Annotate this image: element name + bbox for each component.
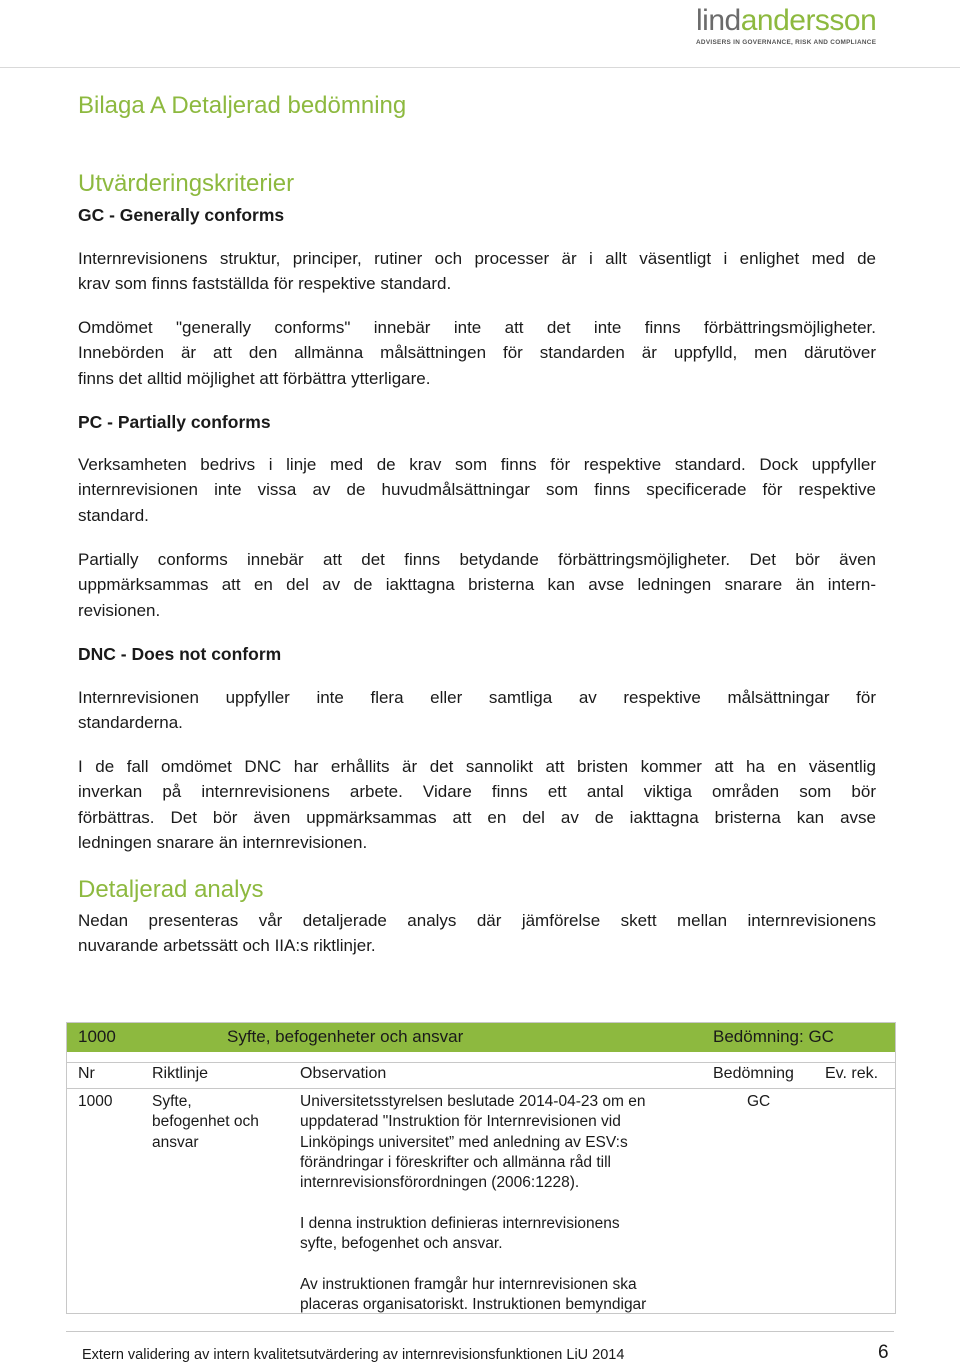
text-line: förbättras. Det bör även uppmärksammas att en del av de iakttagna bristerna kan avse	[78, 807, 876, 827]
text-line: befogenhet och	[152, 1113, 259, 1131]
text-line: Universitetsstyrelsen beslutade 2014-04-23 om en	[300, 1093, 646, 1110]
column-header-rating: Bedömning	[713, 1065, 794, 1082]
text-line: krav som finns fastställda för respektive standard.	[78, 274, 452, 294]
footer-divider	[66, 1331, 894, 1332]
text-line: ledningen snarare än internrevisionen.	[78, 832, 368, 852]
pc-heading: PC - Partially conforms	[78, 412, 271, 432]
text-line: Av instruktionen framgår hur internrevisionen ska	[300, 1275, 637, 1293]
blank-line	[300, 1254, 705, 1274]
section-heading-criteria: Utvärderingskriterier	[78, 170, 295, 197]
text-line: ansvar	[152, 1133, 199, 1151]
column-header-observation: Observation	[300, 1065, 387, 1082]
row-rating: GC	[747, 1093, 771, 1110]
text-line: inverkan på internrevisionens arbete. Vidare finns ett antal viktiga områden som bör	[78, 782, 876, 802]
dnc-paragraph-1	[78, 685, 876, 736]
text-line: nuvarande arbetssätt och IIA:s riktlinjer.	[78, 936, 376, 956]
dnc-heading: DNC - Does not conform	[78, 644, 282, 664]
text-line: Linköpings universitet” med anledning av ESV:s	[300, 1133, 628, 1151]
column-header-nr: Nr	[78, 1065, 95, 1082]
table-header-band	[67, 1023, 895, 1052]
text-line: Internrevisionens struktur, principer, rutiner och processer är i allt väsentligt i enlighet med de	[78, 249, 876, 268]
text-line: Omdömet "generally conforms" innebär inte att det inte finns förbättringsmöjligheter.	[78, 318, 876, 337]
header-divider	[0, 67, 960, 68]
row-observation	[300, 1092, 705, 1314]
column-header-recommendation: Ev. rek.	[825, 1065, 879, 1082]
text-line: uppdaterad "Instruktion för Internrevisionen vid	[300, 1113, 621, 1131]
text-line: uppmärksammas att en del av de iakttagna bristerna kan avse ledningen snarare än intern-	[78, 575, 876, 595]
dnc-paragraph-2	[78, 754, 876, 855]
text-line: Verksamheten bedrivs i linje med de krav som finns för respektive standard. Dock uppfyller	[78, 455, 876, 474]
logo-tagline: ADVISERS IN GOVERNANCE, RISK AND COMPLIANCE	[696, 39, 877, 46]
company-logo	[696, 4, 934, 46]
blank-line	[300, 1193, 705, 1213]
row-guideline	[152, 1092, 292, 1153]
text-line: placeras organisatoriskt. Instruktionen bemyndigar	[300, 1295, 647, 1313]
header-number: 1000	[78, 1027, 116, 1046]
footer-text: Extern validering av intern kvalitetsutvärdering av internrevisionsfunktionen LiU 2014	[82, 1347, 625, 1363]
page-number: 6	[878, 1342, 889, 1363]
logo-wordmark	[696, 4, 934, 38]
gc-paragraph-1	[78, 246, 876, 297]
text-line: I de fall omdömet DNC har erhållits är det sannolikt att bristen kommer att ha en väsentlig	[78, 757, 876, 776]
header-title: Syfte, befogenheter och ansvar	[227, 1027, 464, 1046]
pc-paragraph-1	[78, 452, 876, 528]
text-line: standarderna.	[78, 713, 183, 733]
column-header-guideline: Riktlinje	[152, 1065, 209, 1082]
table-divider	[67, 1088, 895, 1089]
section-heading-analysis: Detaljerad analys	[78, 876, 264, 903]
text-line: internrevisionen inte vissa av de huvudmålsättningar som finns specificerade för respektive	[78, 480, 876, 500]
text-line: Syfte,	[152, 1093, 192, 1110]
text-line: Partially conforms innebär att det finns betydande förbättringsmöjligheter. Det bör även	[78, 550, 876, 569]
page-title: Bilaga A Detaljerad bedömning	[78, 92, 407, 119]
text-line: internrevisionsförordningen (2006:1228).	[300, 1174, 580, 1192]
text-line: Nedan presenteras vår detaljerade analys där jämförelse skett mellan internrevisionens	[78, 911, 876, 930]
text-line: förändringar i föreskrifter och allmänna råd till	[300, 1153, 611, 1171]
table-divider	[67, 1062, 895, 1063]
row-number: 1000	[78, 1093, 113, 1110]
text-line: Internrevisionen uppfyller inte flera eller samtliga av respektive målsättningar för	[78, 688, 876, 707]
header-rating: Bedömning: GC	[713, 1027, 834, 1046]
text-line: syfte, befogenhet och ansvar.	[300, 1235, 503, 1253]
logo-part-2: andersson	[740, 4, 877, 37]
pc-paragraph-2	[78, 547, 876, 623]
text-line: standard.	[78, 505, 149, 525]
text-line: revisionen.	[78, 600, 161, 620]
analysis-paragraph	[78, 908, 876, 959]
logo-part-1: lind	[696, 4, 741, 37]
gc-heading: GC - Generally conforms	[78, 205, 285, 225]
gc-paragraph-2	[78, 315, 876, 391]
text-line: I denna instruktion definieras internrevisionens	[300, 1214, 620, 1232]
text-line: finns det alltid möjlighet att förbättra ytterligare.	[78, 368, 431, 388]
text-line: Innebörden är att den allmänna målsättningen för standarden är uppfylld, men därutöver	[78, 343, 876, 363]
assessment-table	[66, 1022, 896, 1314]
